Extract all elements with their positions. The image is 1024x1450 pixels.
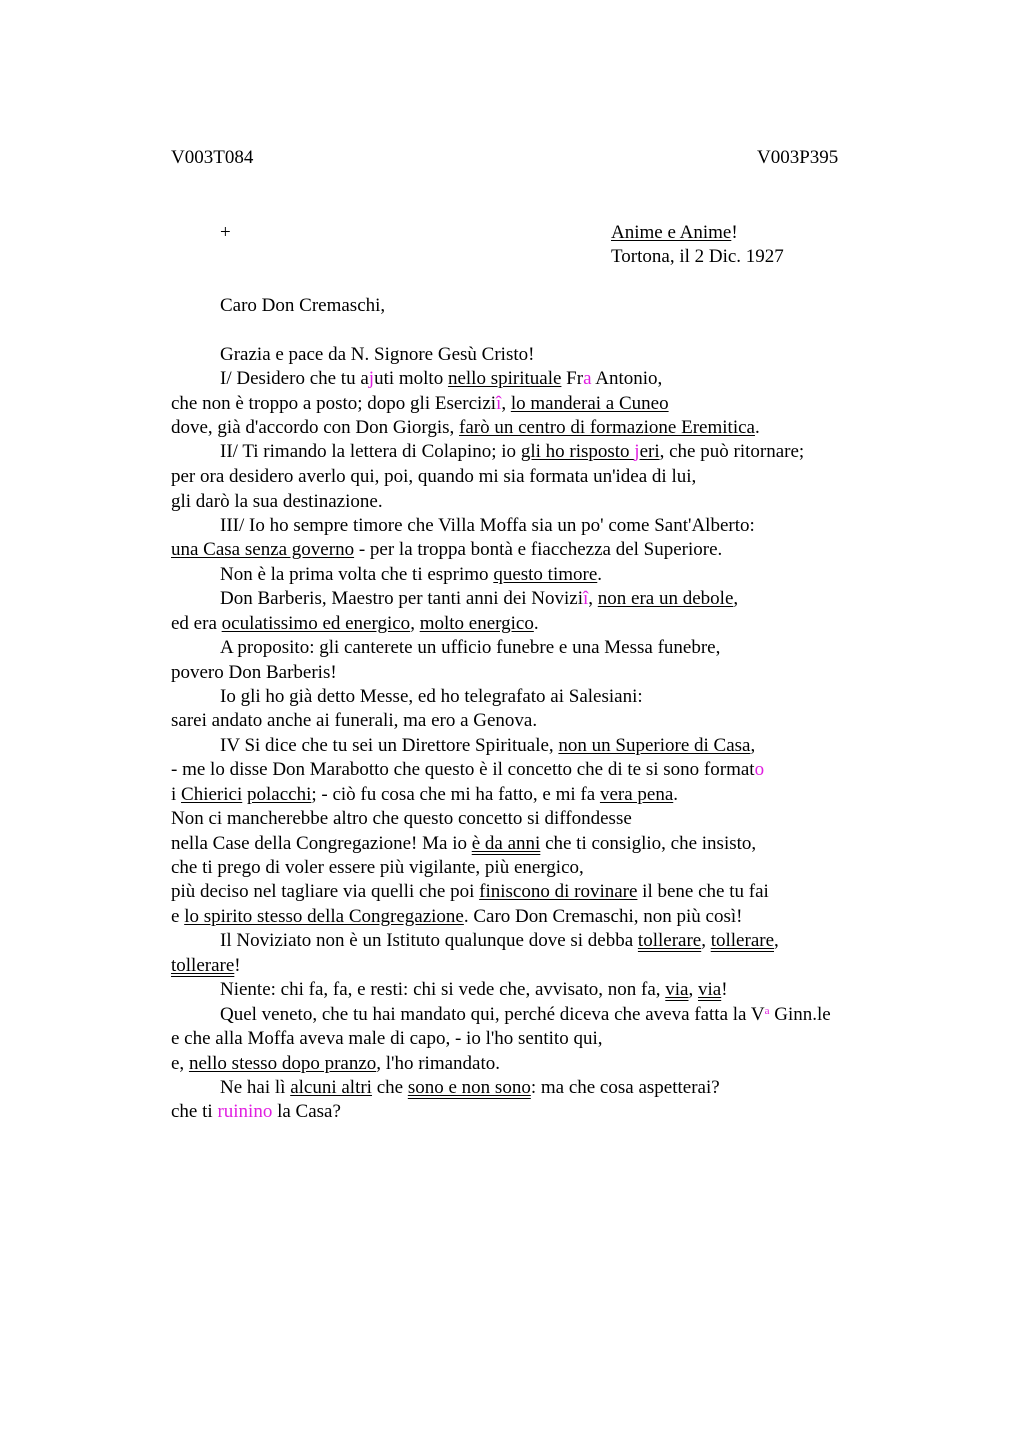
text-segment: !	[721, 979, 728, 1000]
text-segment: gli ho risposto	[520, 441, 635, 462]
motto-text: Anime e Anime	[611, 222, 732, 243]
text-segment: ,	[733, 588, 739, 609]
text-segment: .	[597, 564, 603, 585]
text-segment: questo timore	[493, 564, 598, 585]
text-segment: o	[754, 759, 765, 780]
text-segment: .	[673, 784, 678, 805]
letter-line	[171, 856, 584, 880]
text-segment: nello stesso dopo pranzo	[188, 1053, 377, 1074]
letter-line	[220, 587, 738, 611]
text-segment: la Casa?	[272, 1101, 341, 1122]
text-segment: eri	[639, 441, 660, 462]
text-segment: ,	[774, 930, 779, 951]
text-segment: Niente: chi fa, fa, e resti: chi si vede che, avvisato, non fa,	[220, 979, 666, 1000]
text-segment: tollerare	[637, 930, 702, 951]
text-segment: j	[634, 441, 640, 462]
text-segment: che non è troppo a posto; dopo gli Esercizi	[171, 393, 497, 414]
place-date: Tortona, il 2 Dic. 1927	[611, 246, 784, 267]
text-segment: che ti	[171, 1101, 218, 1122]
letter-line	[171, 1027, 602, 1051]
text-segment: !	[234, 955, 241, 976]
letter-line	[171, 490, 383, 514]
text-segment: î	[583, 588, 589, 609]
text-segment: a	[764, 1005, 770, 1017]
text-segment: lo spirito stesso della Congregazione	[184, 906, 464, 927]
text-segment: che ti consiglio, che insisto,	[540, 833, 757, 854]
letter-line	[171, 807, 632, 831]
text-segment: uti molto	[374, 368, 448, 389]
text-segment: . Caro Don Cremaschi, non più così!	[463, 906, 743, 927]
letter-line	[171, 661, 337, 685]
text-segment: ,	[588, 588, 598, 609]
text-segment: Fr	[561, 368, 584, 389]
text-segment: non era un debole	[597, 588, 734, 609]
greeting: Grazia e pace da N. Signore Gesù Cristo!	[220, 344, 535, 365]
text-segment: e,	[171, 1053, 189, 1074]
cross-symbol: +	[220, 222, 231, 243]
letter-line	[171, 392, 669, 416]
letter-line	[171, 832, 756, 856]
text-segment: una Casa senza governo	[171, 539, 355, 560]
letter-line	[220, 367, 662, 391]
text-segment: polacchi	[246, 784, 312, 805]
letter-line	[220, 440, 804, 464]
text-segment: è da anni	[471, 833, 541, 854]
letter-line	[220, 685, 643, 709]
text-segment: A proposito: gli canterete un ufficio funebre e una Messa funebre,	[220, 637, 721, 658]
letter-line	[220, 1076, 720, 1100]
text-segment: vera pena	[599, 784, 674, 805]
text-segment: , che può ritornare;	[659, 441, 805, 462]
text-segment: ; - ciò fu cosa che mi ha fatto, e mi fa	[311, 784, 600, 805]
text-segment: Non ci mancherebbe altro che questo concetto si diffondesse	[171, 808, 632, 829]
text-segment: che	[371, 1077, 408, 1098]
text-segment: non un Superiore di Casa	[558, 735, 751, 756]
text-segment: Il Noviziato non è un Istituto qualunque dove si debba	[220, 930, 638, 951]
text-segment: lo manderai a Cuneo	[510, 393, 669, 414]
text-segment: e	[171, 906, 185, 927]
text-segment: il bene che tu fai	[637, 881, 769, 902]
text-segment: ,	[501, 393, 511, 414]
text-segment: ,	[410, 613, 420, 634]
letter-line	[220, 1003, 831, 1027]
text-segment: farò un centro di formazione Eremitica	[459, 417, 755, 438]
text-segment: molto energico	[419, 613, 534, 634]
letter-line	[220, 929, 779, 953]
text-segment: , l'ho rimandato.	[376, 1053, 500, 1074]
letter-line	[171, 783, 678, 807]
text-segment: per ora desidero averlo qui, poi, quando mi sia formata un'idea di lui,	[171, 466, 697, 487]
text-segment: che ti prego di voler essere più vigilante, più energico,	[171, 857, 584, 878]
motto-excl: !	[731, 222, 738, 243]
letter-line	[171, 954, 241, 978]
text-segment: sono e non sono	[407, 1077, 531, 1098]
text-segment: gli darò la sua destinazione.	[171, 491, 383, 512]
text-segment: Don Barberis, Maestro per tanti anni dei Novizi	[220, 588, 584, 609]
text-segment: ,	[750, 735, 756, 756]
letter-line	[171, 905, 742, 929]
text-segment: nello spirituale	[447, 368, 562, 389]
text-segment: Ginn.le	[769, 1004, 831, 1025]
text-segment: .	[533, 613, 539, 634]
text-segment: ruinino	[217, 1101, 273, 1122]
text-segment: j	[368, 368, 375, 389]
text-segment: î	[496, 393, 502, 414]
text-segment: III/ Io ho sempre timore che Villa Moffa sia un po' come Sant'Alberto:	[220, 515, 755, 536]
text-segment: II/ Ti rimando la lettera di Colapino; io	[220, 441, 521, 462]
text-segment: i	[171, 784, 182, 805]
motto	[611, 221, 738, 245]
letter-line	[171, 612, 539, 636]
text-segment: povero Don Barberis!	[171, 662, 337, 683]
letter-line	[171, 538, 722, 562]
text-segment: via	[698, 979, 722, 1000]
letter-line	[171, 1100, 341, 1124]
letter-line	[220, 734, 755, 758]
text-segment: sarei andato anche ai funerali, ma ero a Genova.	[171, 710, 538, 731]
letter-line	[171, 1052, 500, 1076]
text-segment: - per la troppa bontà e fiacchezza del Superiore.	[354, 539, 723, 560]
letter-line	[171, 709, 537, 733]
text-segment: Chierici	[181, 784, 243, 805]
text-segment: .	[754, 417, 760, 438]
letter-line	[171, 416, 760, 440]
text-segment: più deciso nel tagliare via quelli che poi	[171, 881, 480, 902]
text-segment: IV Si dice che tu sei un Direttore Spirituale,	[220, 735, 559, 756]
text-segment: nella Case della Congregazione! Ma io	[171, 833, 472, 854]
document-code-left: V003T084	[171, 147, 254, 168]
text-segment: I/ Desidero che tu a	[220, 368, 369, 389]
text-segment: ed era	[171, 613, 222, 634]
letter-line	[171, 758, 764, 782]
letter-line	[171, 465, 696, 489]
letter-line	[220, 563, 602, 587]
text-segment: : ma che cosa aspetterai?	[530, 1077, 720, 1098]
text-segment: ,	[688, 979, 698, 1000]
letter-line	[220, 978, 728, 1002]
salutation: Caro Don Cremaschi,	[220, 295, 386, 316]
letter-line	[220, 514, 755, 538]
text-segment: Ne hai lì	[220, 1077, 291, 1098]
text-segment: a	[583, 368, 592, 389]
text-segment: alcuni altri	[290, 1077, 372, 1098]
text-segment: e che alla Moffa aveva male di capo, - io l'ho sentito qui,	[171, 1028, 603, 1049]
text-segment: via	[665, 979, 689, 1000]
text-segment: Quel veneto, che tu hai mandato qui, perché diceva che aveva fatta la V	[220, 1004, 765, 1025]
text-segment: Antonio,	[591, 368, 663, 389]
text-segment: Non è la prima volta che ti esprimo	[220, 564, 494, 585]
text-segment: - me lo disse Don Marabotto che questo è il concetto che di te si sono format	[171, 759, 755, 780]
text-segment: tollerare	[171, 955, 235, 976]
text-segment: Io gli ho già detto Messe, ed ho telegrafato ai Salesiani:	[220, 686, 643, 707]
text-segment: oculatissimo ed energico	[221, 613, 411, 634]
letter-line	[171, 880, 769, 904]
text-segment: dove, già d'accordo con Don Giorgis,	[171, 417, 460, 438]
text-segment: finiscono di rovinare	[479, 881, 638, 902]
text-segment: ,	[701, 930, 711, 951]
text-segment: tollerare	[710, 930, 775, 951]
letter-line	[220, 636, 720, 660]
document-code-right: V003P395	[757, 147, 839, 168]
